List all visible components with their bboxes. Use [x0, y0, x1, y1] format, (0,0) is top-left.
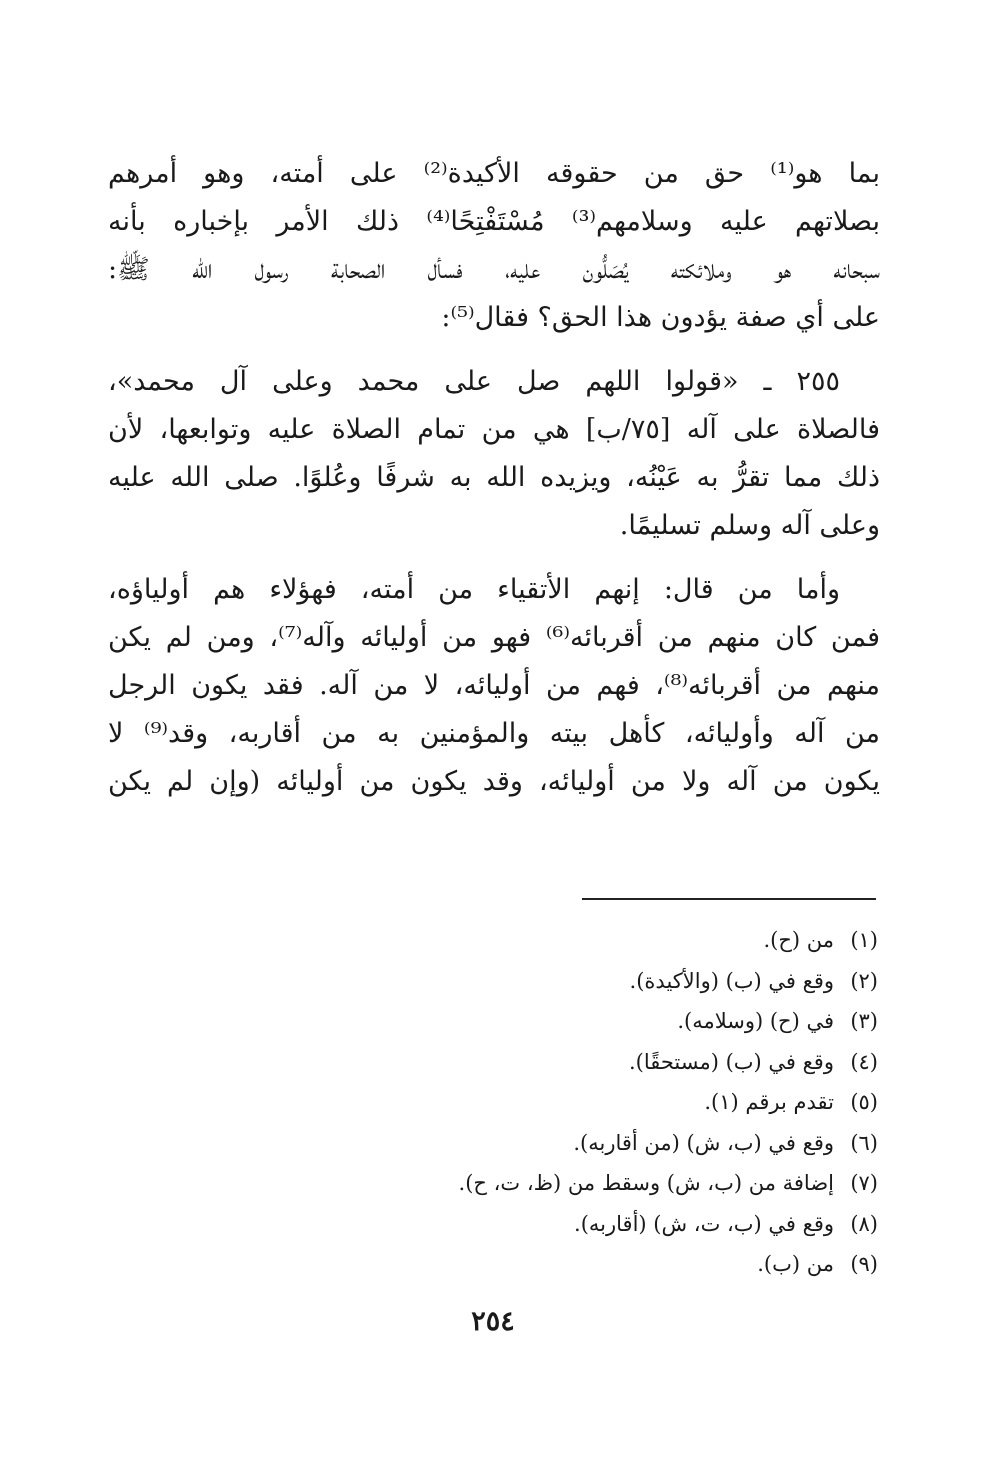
footnote-item	[300, 1001, 878, 1042]
footnote-number: (١)	[850, 928, 878, 952]
footnotes	[300, 920, 878, 1285]
text-line: وأما من قال: إنهم الأتقياء من أمته، فهؤلاء هم أولياؤه،	[108, 574, 840, 605]
text-line: من آله وأوليائه، كأهل بيته والمؤمنين به من أقاربه، وقد⁽⁹⁾ لا	[108, 718, 880, 749]
footnote-number: (٣)	[850, 1009, 878, 1033]
footnote-number: (٦)	[850, 1130, 878, 1155]
footnote-number: (٩)	[850, 1252, 878, 1276]
footnote-text: من (ح).	[763, 928, 834, 952]
footnote-item	[300, 1042, 878, 1083]
footnote-text: وقع في (ب) (مستحقًا).	[628, 1049, 834, 1074]
footnote-item	[300, 1163, 878, 1204]
text-line: ٢٥٥ ـ «قولوا اللهم صل على محمد وعلى آل محمد»،	[108, 366, 840, 397]
footnote-number: (٨)	[850, 1211, 878, 1236]
paragraph-1	[108, 150, 880, 342]
footnote-number: (٤)	[850, 1049, 878, 1074]
footnote-item	[300, 1204, 878, 1245]
text-line: ذلك مما تقرُّ به عَيْنُه، ويزيده الله به شرفًا وعُلوًا. صلى الله عليه	[108, 462, 880, 493]
footnote-item	[300, 961, 878, 1002]
text-line: بما هو⁽¹⁾ حق من حقوقه الأكيدة⁽²⁾ على أمته، وهو أمرهم	[108, 158, 880, 189]
text-line: يكون من آله ولا من أوليائه، وقد يكون من أوليائه (وإن لم يكن	[108, 766, 880, 797]
footnote-item	[300, 1082, 878, 1123]
text-line: على أي صفة يؤدون هذا الحق؟ فقال⁽⁵⁾:	[441, 302, 880, 333]
text-line: فمن كان منهم من أقربائه⁽⁶⁾ فهو من أوليائه وآله⁽⁷⁾، ومن لم يكن	[108, 622, 880, 653]
paragraph-2	[108, 358, 880, 550]
footnote-text: وقع في (ب، ش) (من أقاربه).	[573, 1130, 834, 1155]
footnote-text: إضافة من (ب، ش) وسقط من (ظ، ت، ح).	[458, 1171, 834, 1195]
page-number: ٢٥٤	[471, 1306, 515, 1337]
footnote-divider	[582, 898, 876, 900]
footnote-number: (٧)	[850, 1171, 878, 1195]
footnote-text: من (ب).	[757, 1252, 834, 1276]
text-line: بصلاتهم عليه وسلامهم⁽³⁾ مُسْتَفْتِحًا⁽⁴⁾ ذلك الأمر بإخباره بأنه	[108, 206, 880, 237]
footnote-item	[300, 920, 878, 961]
text-line: وعلى آله وسلم تسليمًا.	[619, 510, 880, 541]
text-line: فالصلاة على آله [٧٥/ب] هي من تمام الصلاة عليه وتوابعها، لأن	[108, 414, 880, 445]
footnote-text: تقدم برقم (١).	[704, 1090, 834, 1114]
main-text	[108, 150, 880, 822]
footnote-number: (٥)	[850, 1090, 878, 1114]
text-line: سبحانه هو وملائكته يُصَلُّون عليه، فسأل الصحابة رسول الله ﷺ:	[108, 254, 880, 285]
footnote-text: وقع في (ب) (والأكيدة).	[629, 968, 834, 993]
paragraph-3	[108, 566, 880, 806]
footnote-item	[300, 1123, 878, 1164]
text-line: منهم من أقربائه⁽⁸⁾، فهم من أوليائه، لا من آله. فقد يكون الرجل	[108, 670, 880, 701]
footnote-text: في (ح) (وسلامه).	[677, 1009, 834, 1033]
footnote-text: وقع في (ب، ت، ش) (أقاربه).	[574, 1211, 834, 1236]
footnote-item	[300, 1244, 878, 1285]
footnote-number: (٢)	[850, 968, 878, 993]
